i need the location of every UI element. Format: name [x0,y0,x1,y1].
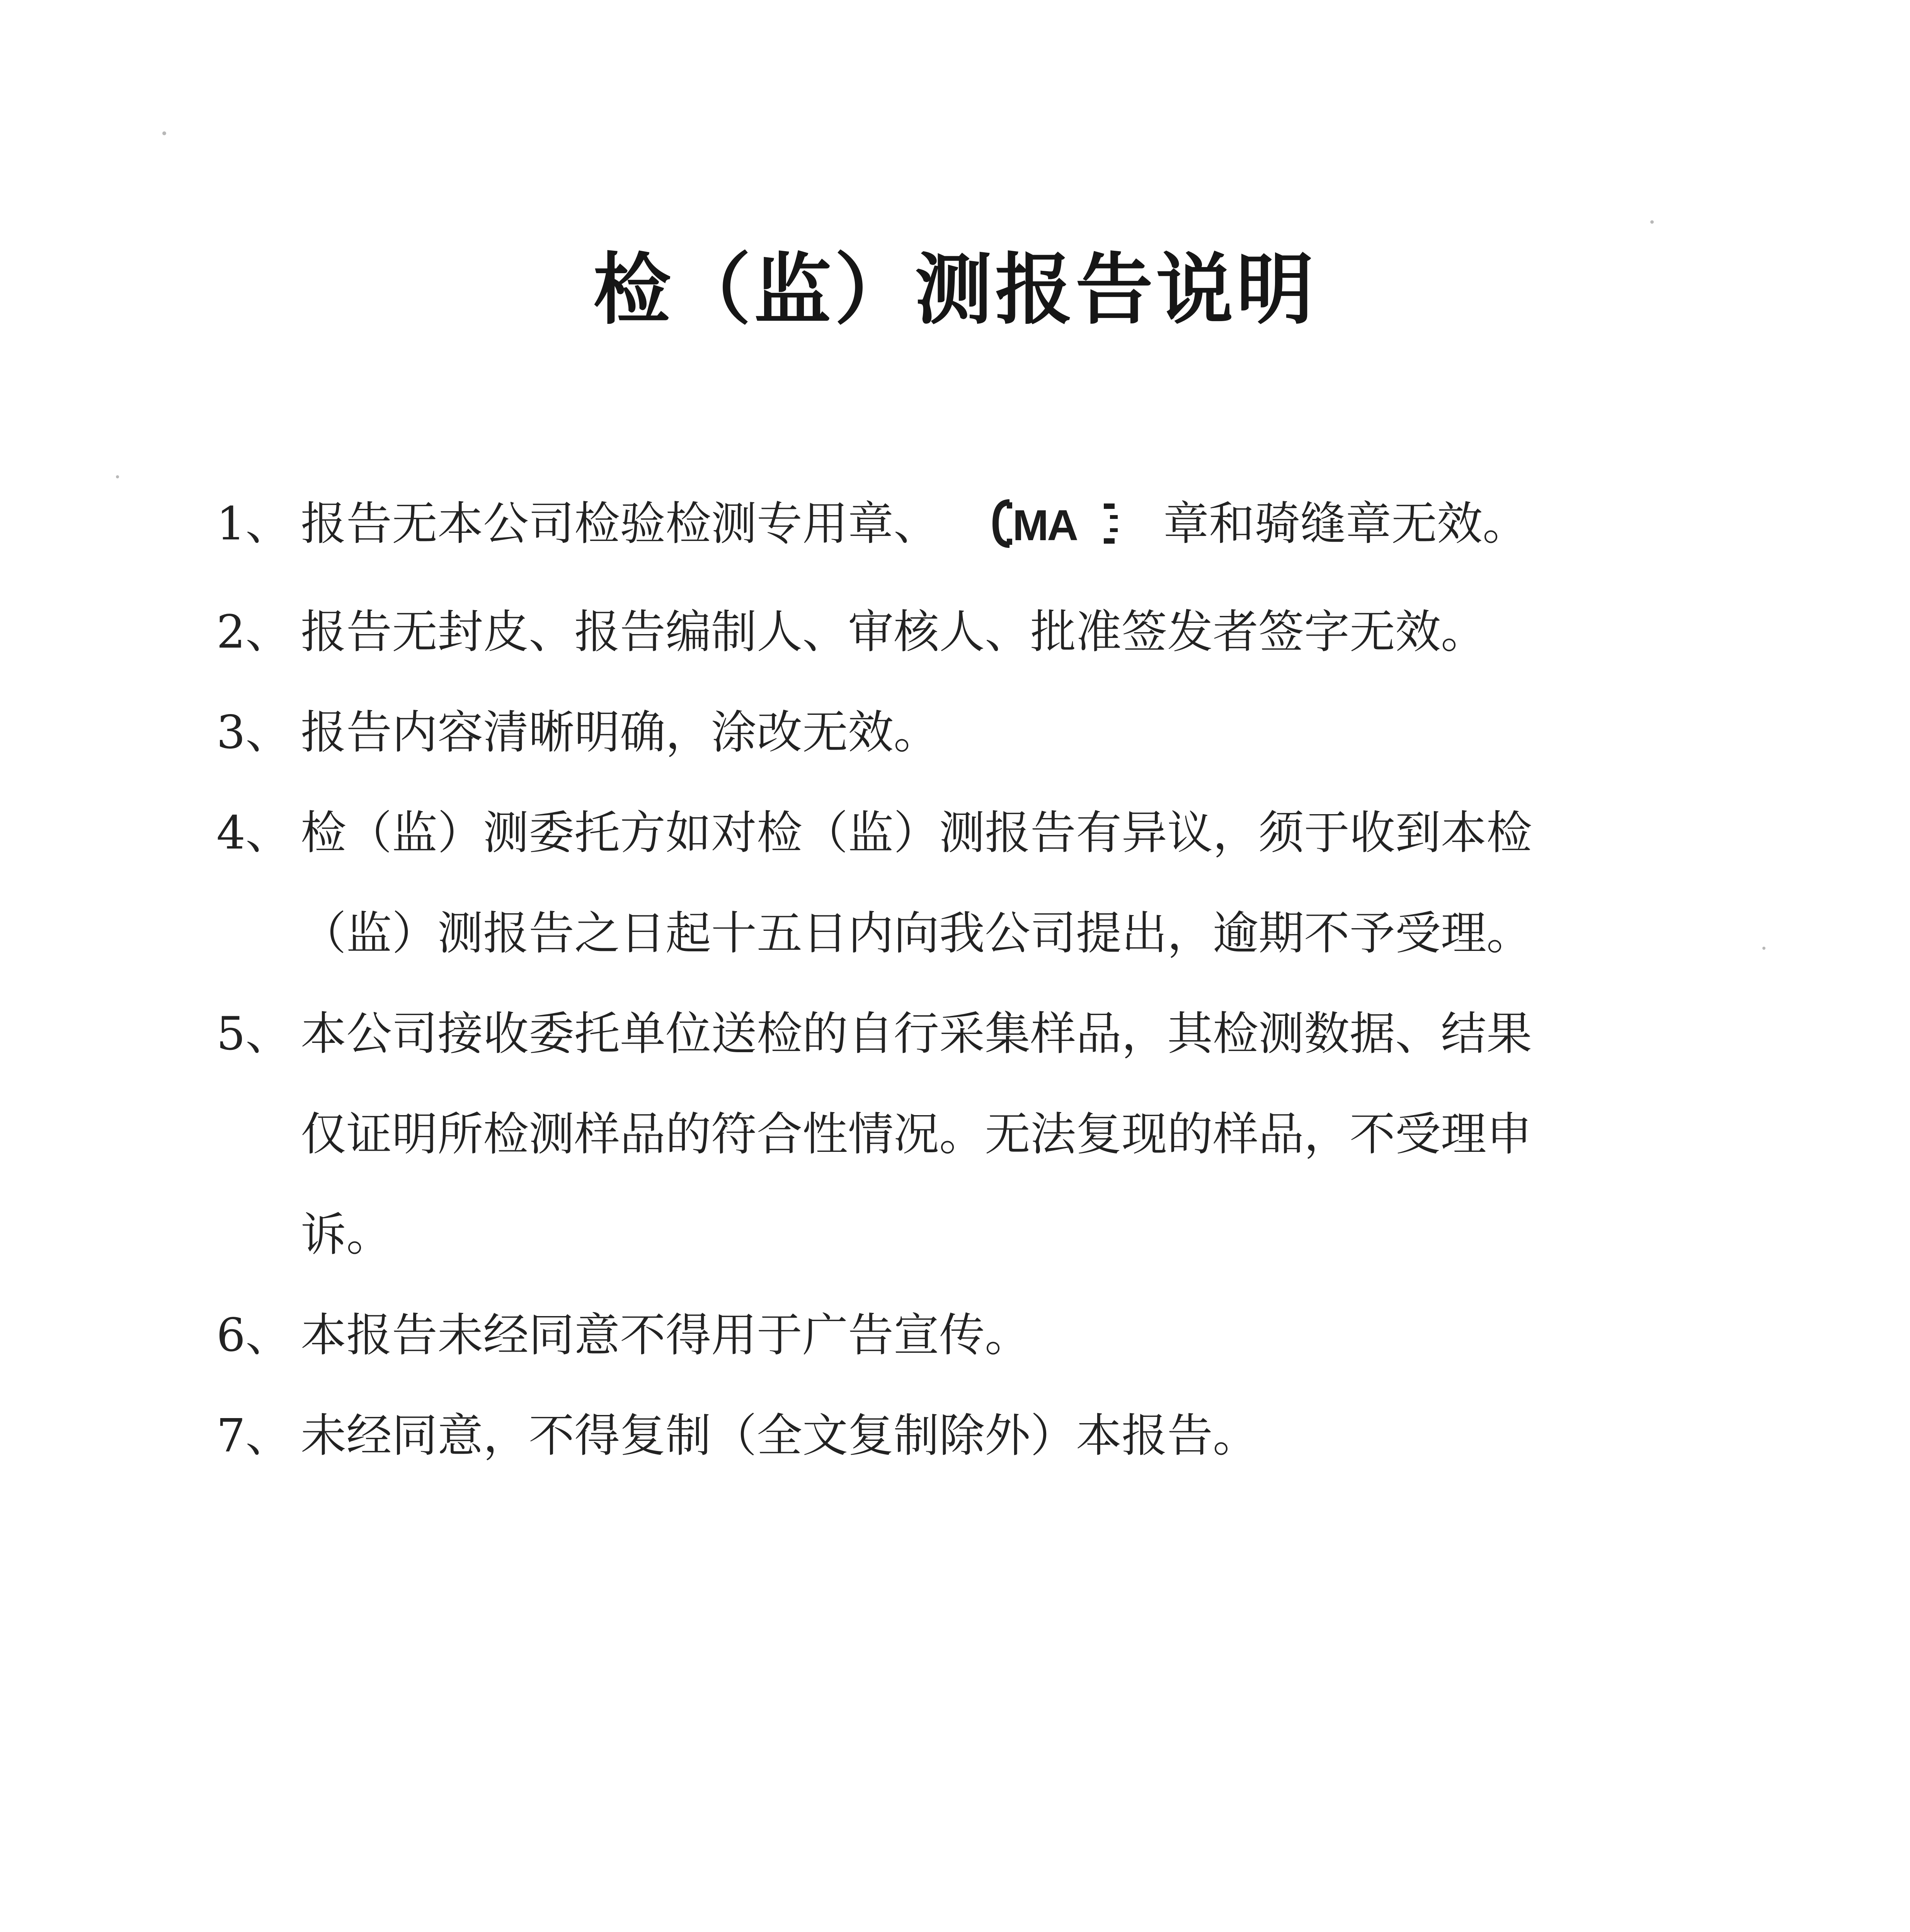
note-number: 3、 [216,706,291,759]
note-line [301,498,1685,556]
note-item-2 [216,607,1685,657]
note-line: 本报告未经同意不得用于广告宣传。 [301,1308,1031,1362]
svg-text:MA: MA [1013,501,1077,550]
note-line: 诉。 [301,1208,392,1262]
notes-list [216,498,1685,1461]
note-line: 仅证明所检测样品的符合性情况。无法复现的样品，不受理申 [301,1107,1532,1161]
note-body [301,707,1685,757]
note-line: 检（监）测委托方如对检（监）测报告有异议，须于收到本检 [301,806,1532,860]
note-item-3 [216,707,1685,757]
scan-speck [116,475,119,478]
scan-speck [1762,947,1765,950]
note-item-7 [216,1410,1685,1461]
note-body [301,1410,1685,1461]
note-text: 报告无本公司检验检测专用章、 [301,497,940,550]
note-number: 2、 [216,605,291,659]
note-item-5 [216,1009,1685,1260]
cma-logo-icon [989,495,1125,553]
page-title: 检（监）测报告说明 [593,244,1317,335]
note-item-1 [216,498,1685,556]
note-item-6 [216,1310,1685,1360]
note-number: 4、 [216,806,291,860]
note-item-4 [216,808,1685,958]
note-line: 未经同意，不得复制（全文复制除外）本报告。 [301,1409,1259,1463]
note-line: （监）测报告之日起十五日内向我公司提出，逾期不予受理。 [301,906,1532,960]
note-line: 本公司接收委托单位送检的自行采集样品，其检测数据、结果 [301,1007,1532,1061]
scan-speck [1650,220,1654,224]
note-body [301,1310,1685,1360]
note-number: 1、 [216,497,291,550]
note-number: 7、 [216,1409,291,1463]
note-body [301,607,1685,657]
note-body [301,808,1685,958]
note-body [301,498,1685,556]
note-line: 报告内容清晰明确，涂改无效。 [301,706,940,759]
note-text: 章和骑缝章无效。 [1163,497,1529,550]
note-body [301,1009,1685,1260]
note-number: 6、 [216,1308,291,1362]
scan-speck [162,131,166,135]
note-line: 报告无封皮、报告编制人、审核人、批准签发者签字无效。 [301,605,1487,659]
note-number: 5、 [216,1007,291,1061]
